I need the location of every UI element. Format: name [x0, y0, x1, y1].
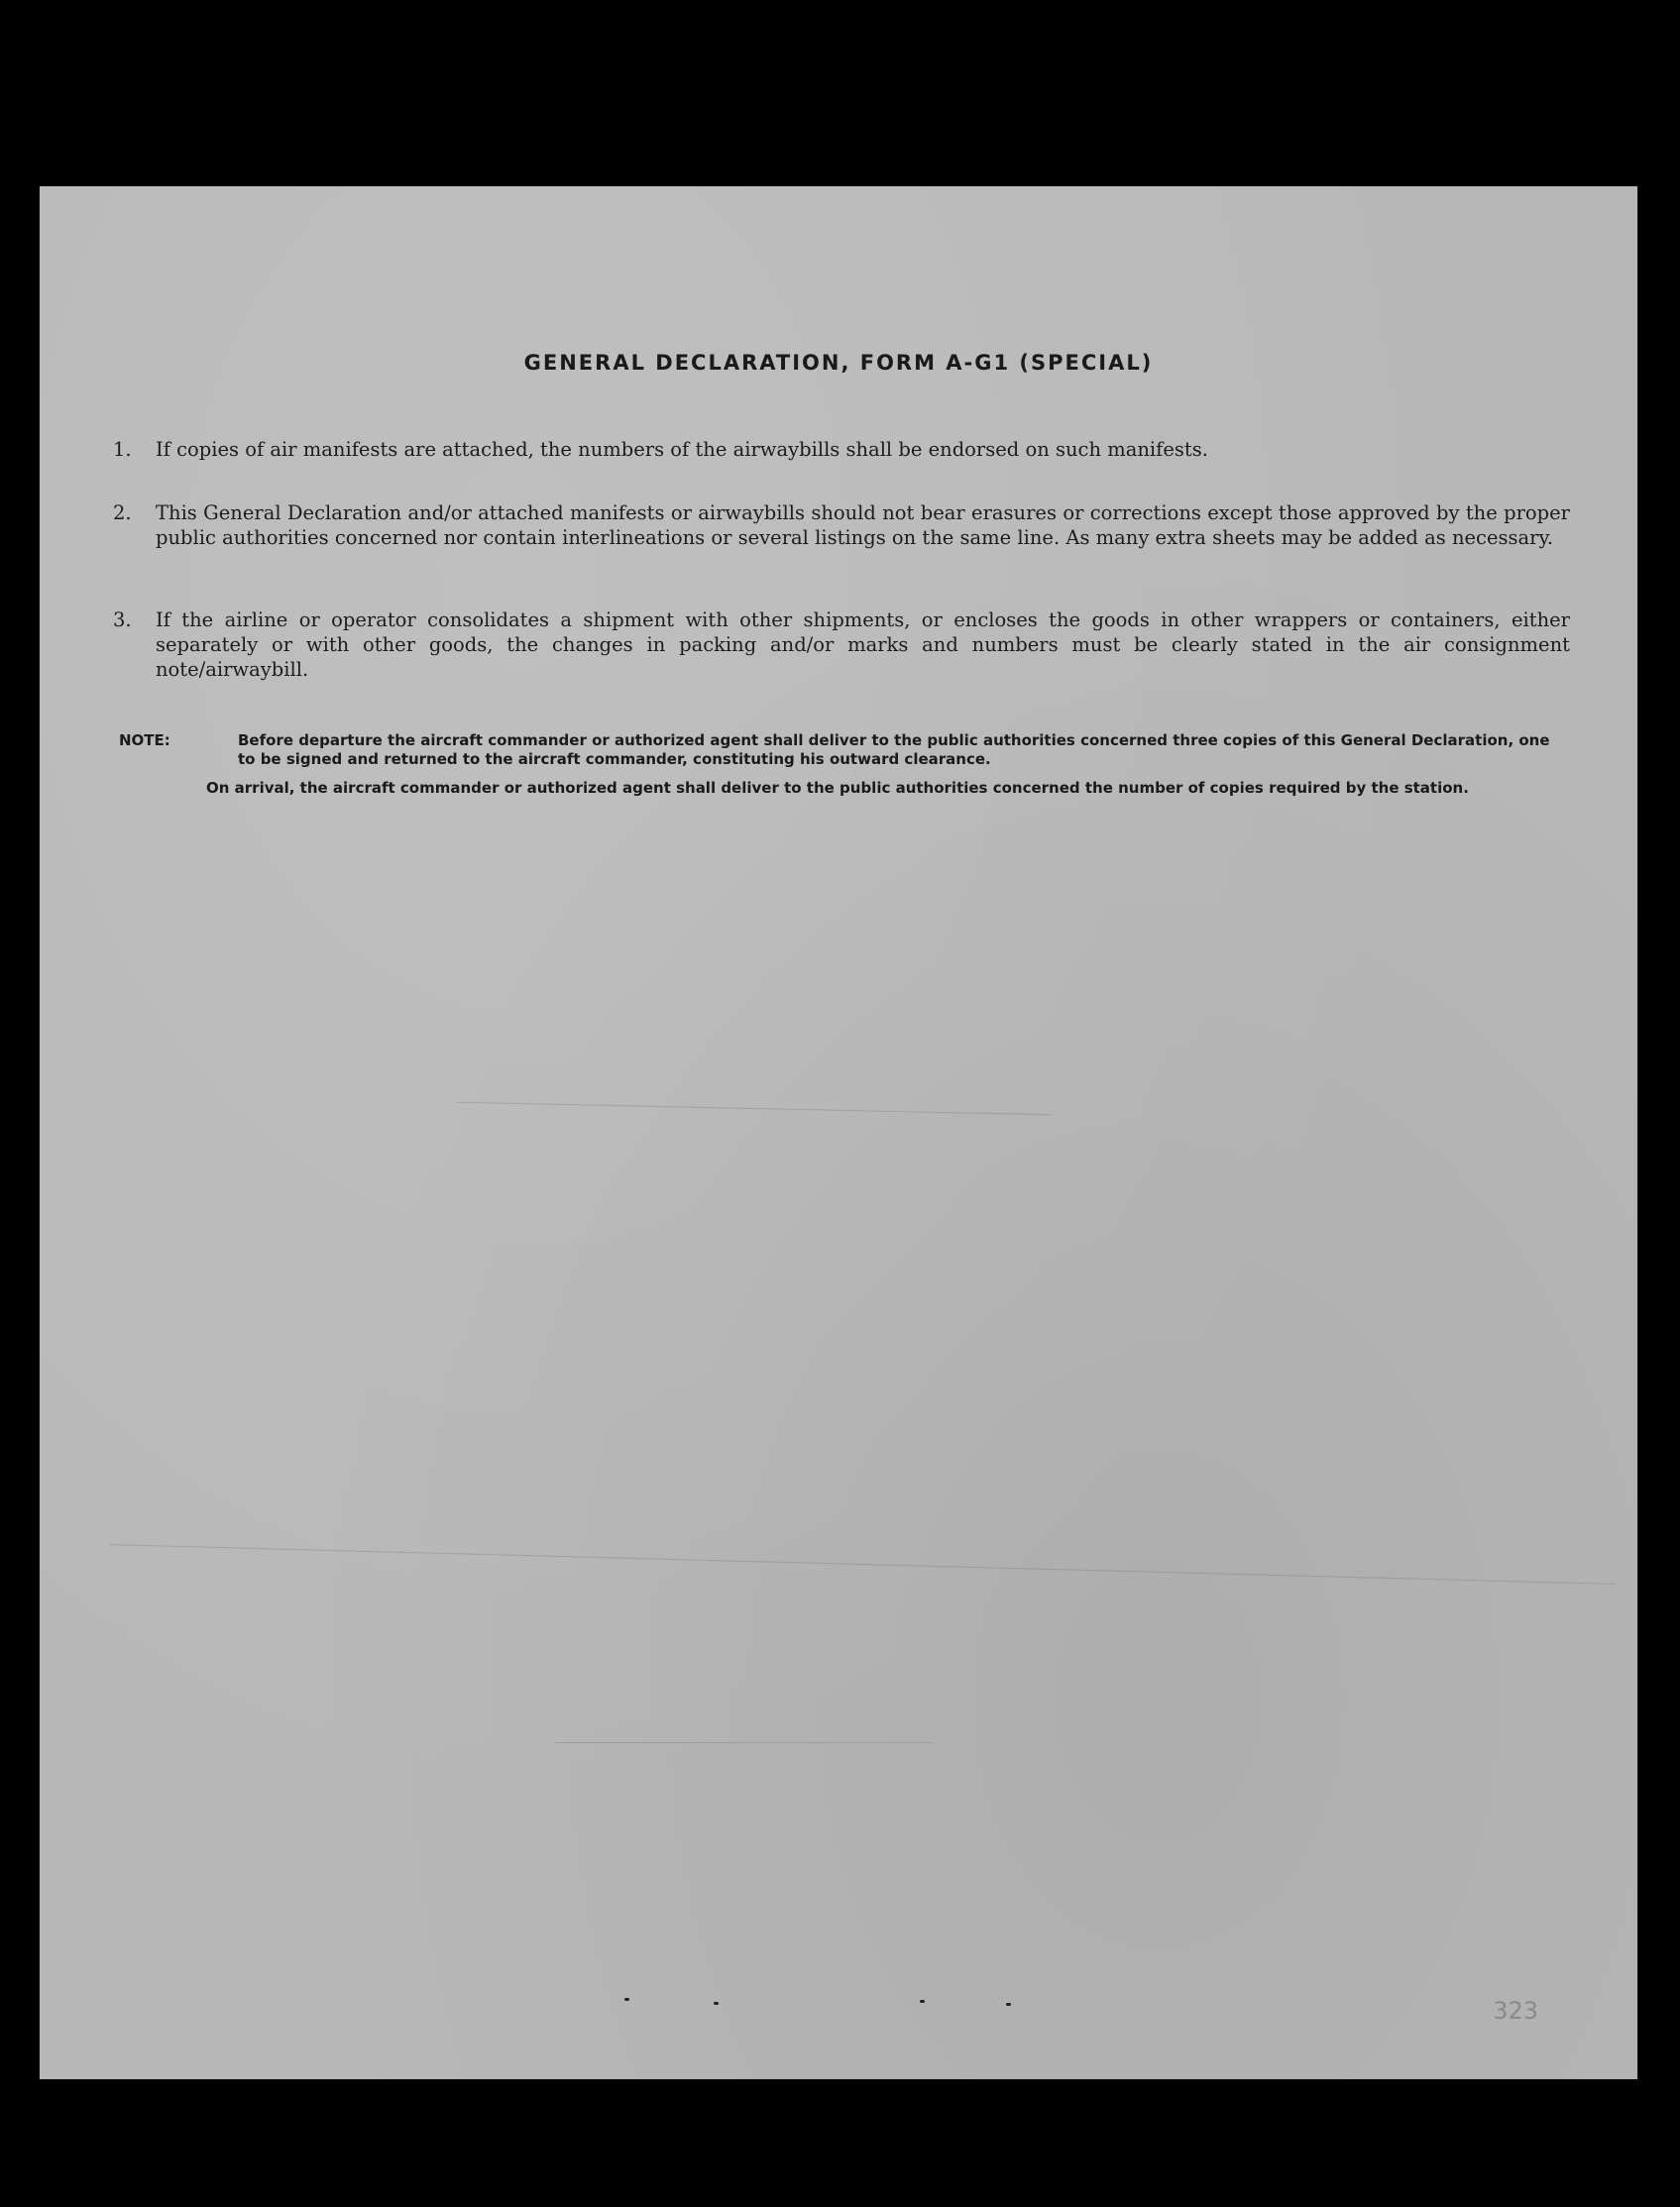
- note-label: NOTE:: [119, 731, 170, 749]
- note-paragraph-departure: Before departure the aircraft commander or authorized agent shall deliver to the public authorities concerned three copies of this General Declaration, one to be signed and returned to the aircraft commander, constituting his outward clearance.: [238, 731, 1550, 768]
- instruction-item-3: [113, 607, 1570, 682]
- page-number: 323: [1493, 1997, 1538, 2025]
- bleed-through-line: [456, 1102, 1051, 1116]
- instruction-item-1: [113, 437, 1570, 462]
- bleed-through-line: [109, 1544, 1616, 1585]
- item-text: If copies of air manifests are attached, the numbers of the airwaybills shall be endorsed on such manifests.: [156, 438, 1208, 461]
- item-text: This General Declaration and/or attached manifests or airwaybills should not bear erasures or corrections except those approved by the proper public authorities concerned nor contain interlineations or several listings on the same line. As many extra sheets may be added as necessary.: [156, 501, 1570, 549]
- ink-speck: [714, 2002, 719, 2005]
- item-number: 1.: [113, 438, 132, 461]
- document-page: [40, 186, 1637, 2079]
- note-paragraph-arrival: On arrival, the aircraft commander or authorized agent shall deliver to the public authorities concerned the number of copies required by the station.: [206, 779, 1469, 797]
- ink-speck: [1006, 2003, 1011, 2006]
- ink-speck: [920, 2000, 925, 2003]
- bleed-through-line: [555, 1742, 932, 1743]
- ink-speck: [624, 1998, 629, 2001]
- item-text: If the airline or operator consolidates a shipment with other shipments, or encloses the goods in other wrappers or containers, either separately or with other goods, the changes in packing and/or marks and numbers must be clearly stated in the air consignment note/airwaybill.: [156, 608, 1570, 681]
- item-number: 3.: [113, 608, 132, 631]
- note-section: [119, 731, 1568, 798]
- form-title: GENERAL DECLARATION, FORM A-G1 (SPECIAL): [523, 351, 1154, 375]
- item-number: 2.: [113, 501, 132, 524]
- instruction-item-2: [113, 500, 1570, 550]
